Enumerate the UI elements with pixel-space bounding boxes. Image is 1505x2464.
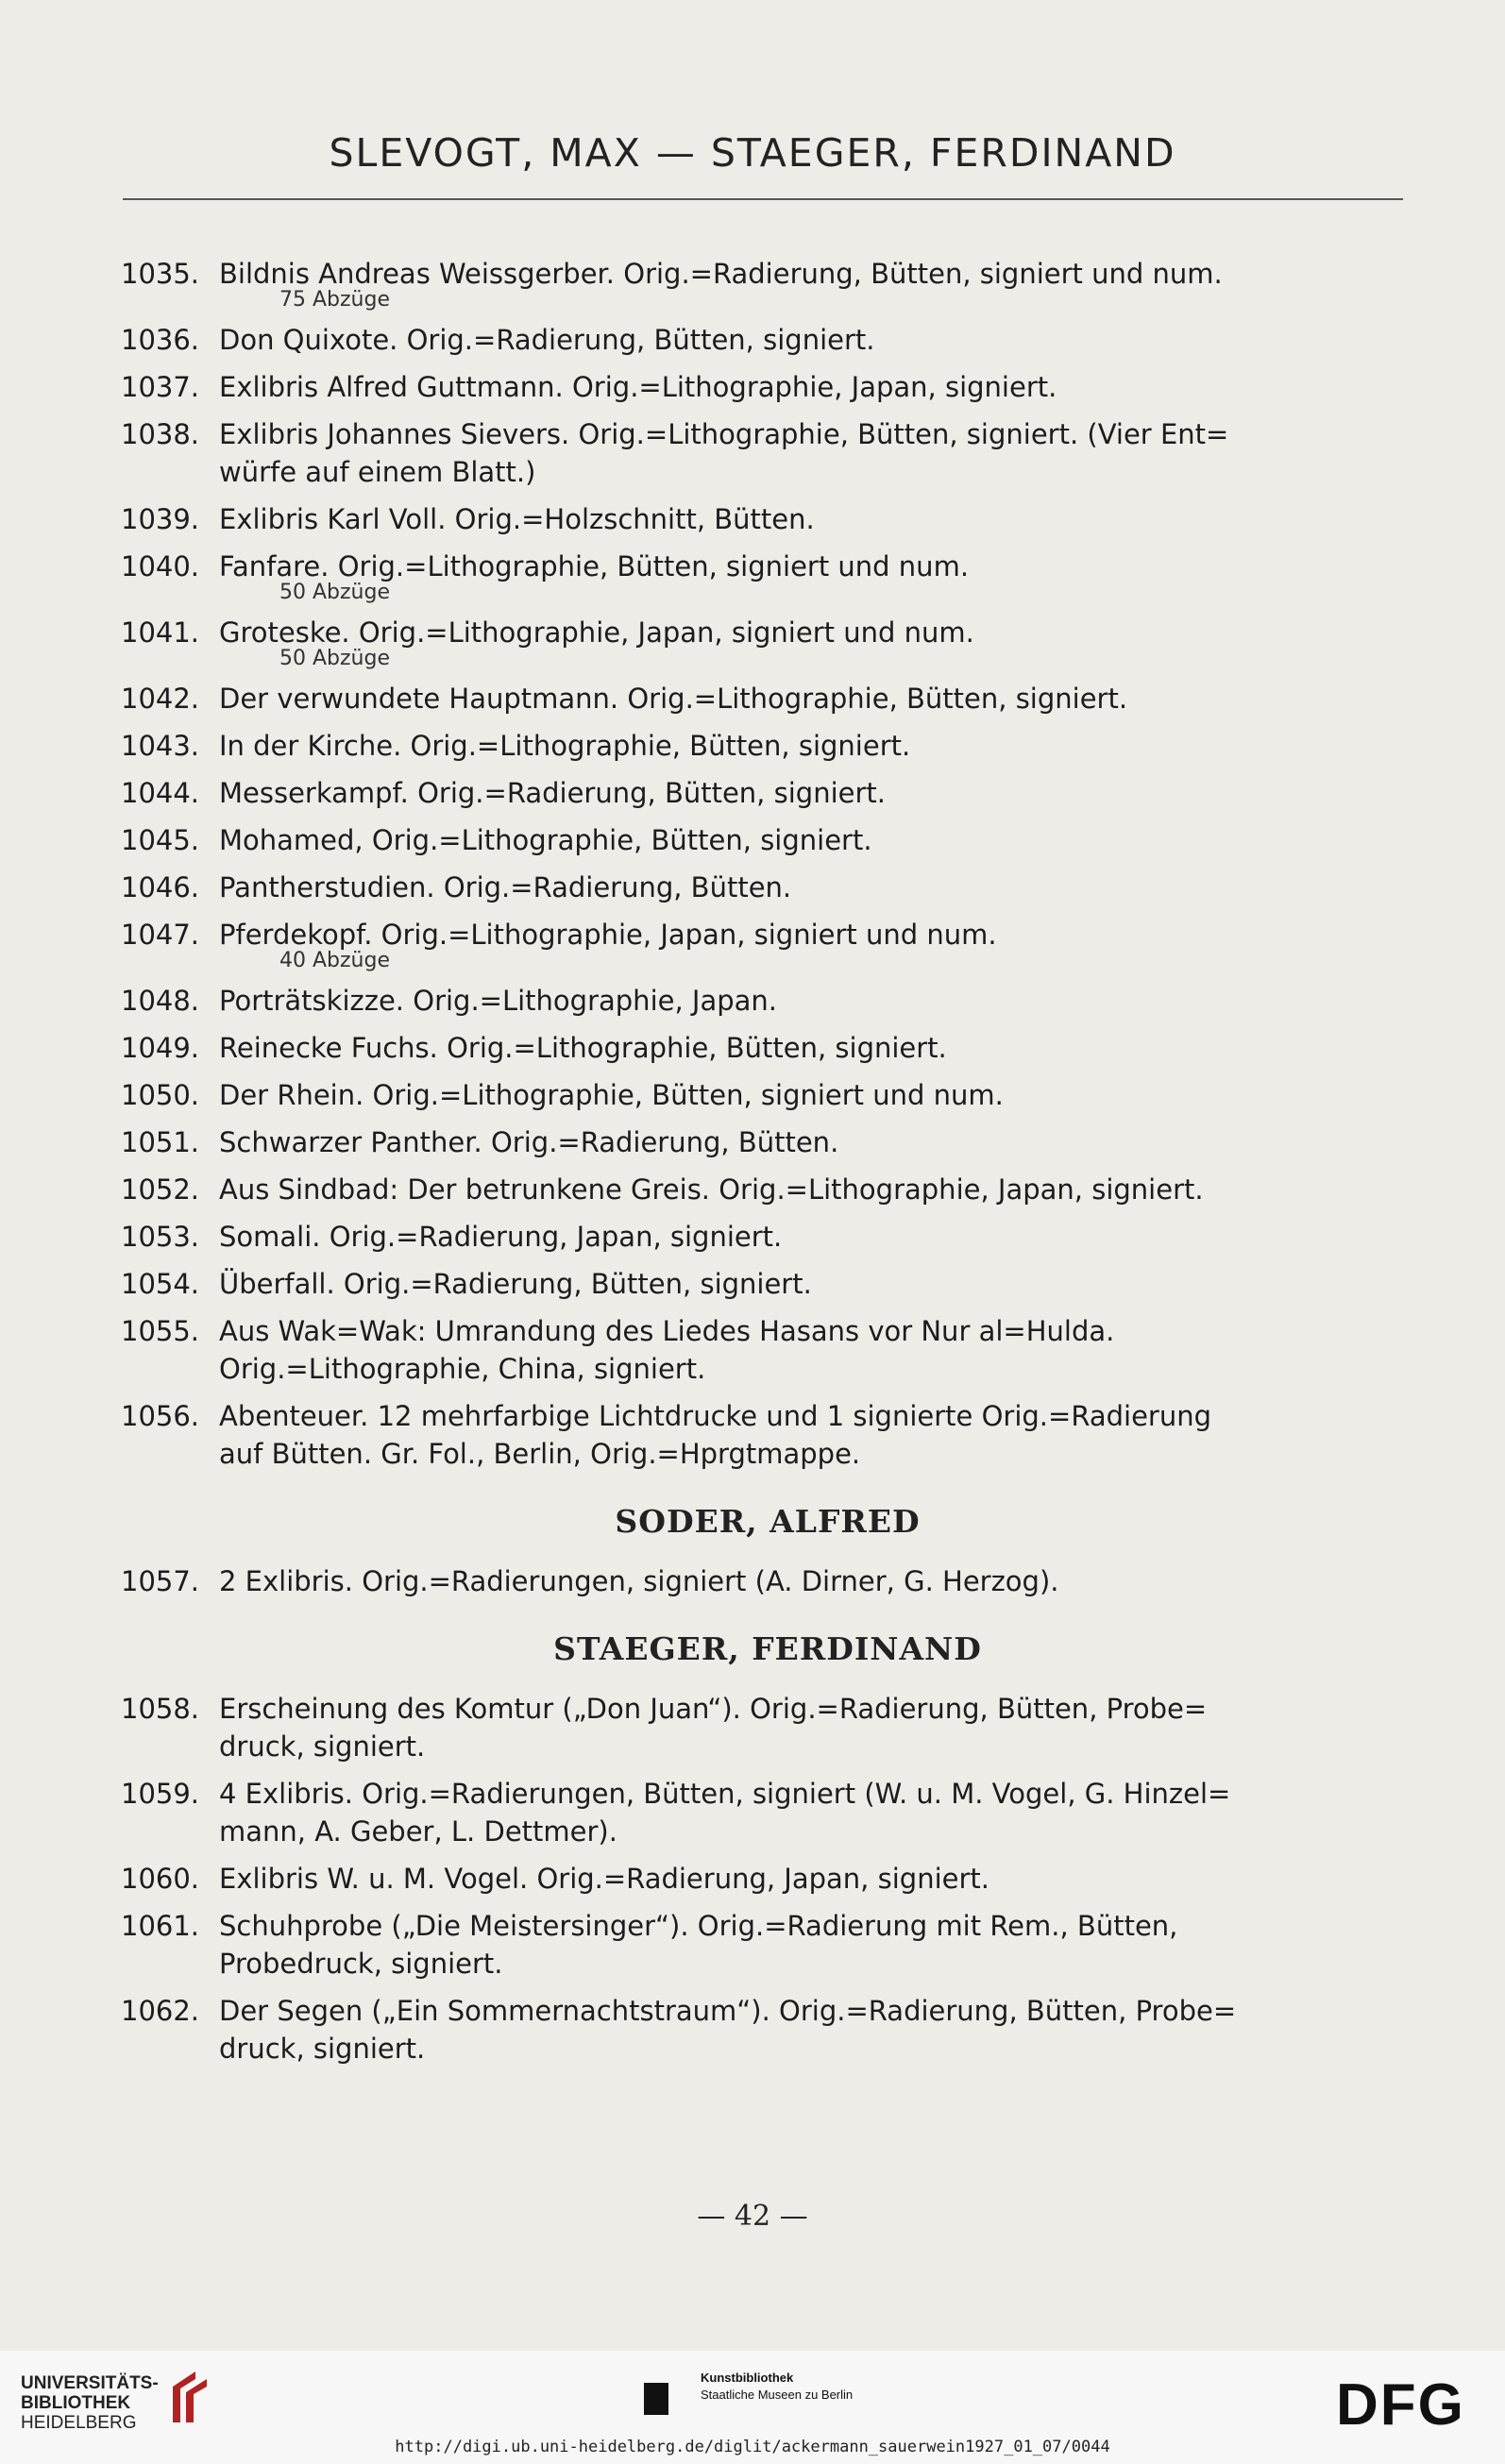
catalogue-entry xyxy=(121,1312,1414,1388)
entry-description: Überfall. Orig.=Radierung, Bütten, signiert. xyxy=(219,1268,812,1300)
ub-logo-line-2: BIBLIOTHEK xyxy=(21,2393,131,2413)
entry-description: Messerkampf. Orig.=Radierung, Bütten, signiert. xyxy=(219,777,886,809)
entry-description: 4 Exlibris. Orig.=Radierungen, Bütten, signiert (W. u. M. Vogel, G. Hinzel= mann, A. Geber, L. Dettmer). xyxy=(219,1778,1231,1848)
entry-number: 1054. xyxy=(121,1268,200,1300)
catalogue-entry xyxy=(121,1775,1414,1850)
entry-number: 1042. xyxy=(121,683,200,715)
source-url-link[interactable]: http://digi.ub.uni-heidelberg.de/diglit/ackermann_sauerwein1927_01_07/0044 xyxy=(395,2438,1110,2456)
entries-soder xyxy=(121,1562,1414,1600)
ub-heidelberg-logo[interactable] xyxy=(21,2373,159,2433)
header-rule xyxy=(123,198,1403,200)
catalogue-entry xyxy=(121,1076,1414,1114)
entry-number: 1046. xyxy=(121,871,200,903)
entries-container xyxy=(121,255,1414,2077)
entry-description: Pferdekopf. Orig.=Lithographie, Japan, signiert und num. xyxy=(219,919,997,951)
entry-description: Reinecke Fuchs. Orig.=Lithographie, Bütten, signiert. xyxy=(219,1032,947,1064)
entry-number: 1061. xyxy=(121,1910,200,1942)
catalogue-entry xyxy=(121,500,1414,538)
entry-description: Exlibris W. u. M. Vogel. Orig.=Radierung, Japan, signiert. xyxy=(219,1863,989,1895)
catalogue-entry xyxy=(121,869,1414,906)
entry-number: 1043. xyxy=(121,730,200,762)
entry-description: Aus Wak=Wak: Umrandung des Liedes Hasans vor Nur al=Hulda. Orig.=Lithographie, China, signiert. xyxy=(219,1315,1115,1385)
entry-number: 1037. xyxy=(121,371,200,403)
entry-description: Fanfare. Orig.=Lithographie, Bütten, signiert und num. xyxy=(219,550,970,582)
entry-description: Der Rhein. Orig.=Lithographie, Bütten, signiert und num. xyxy=(219,1079,1004,1111)
catalogue-entry xyxy=(121,368,1414,406)
entry-number: 1062. xyxy=(121,1995,200,2027)
entry-number: 1036. xyxy=(121,324,200,356)
entry-number: 1038. xyxy=(121,418,200,450)
catalogue-entry xyxy=(121,1123,1414,1161)
entry-number: 1056. xyxy=(121,1400,200,1432)
entry-number: 1047. xyxy=(121,919,200,951)
entry-number: 1049. xyxy=(121,1032,200,1064)
ub-logo-line-3: HEIDELBERG xyxy=(21,2413,137,2433)
catalogue-entry xyxy=(121,1690,1414,1765)
catalogue-entry xyxy=(121,1397,1414,1473)
catalogue-entry xyxy=(121,916,1414,972)
entry-edition: 75 Abzüge xyxy=(279,288,390,312)
catalogue-entry xyxy=(121,1992,1414,2067)
catalogue-entry xyxy=(121,1029,1414,1067)
catalogue-entry xyxy=(121,1171,1414,1208)
entry-description: Porträtskizze. Orig.=Lithographie, Japan. xyxy=(219,985,778,1017)
running-head: SLEVOGT, MAX — STAEGER, FERDINAND xyxy=(329,130,1176,176)
entries-staeger xyxy=(121,1690,1414,2067)
kunstbibliothek-subtitle: Staatliche Museen zu Berlin xyxy=(701,2388,854,2402)
ub-logo-mark-icon xyxy=(165,2368,212,2428)
entry-description: Bildnis Andreas Weissgerber. Orig.=Radierung, Bütten, signiert und num. xyxy=(219,258,1223,290)
entry-number: 1055. xyxy=(121,1315,200,1347)
entry-description: Schuhprobe („Die Meistersinger“). Orig.=Radierung mit Rem., Bütten, Probedruck, signiert. xyxy=(219,1910,1178,1980)
entry-edition: 50 Abzüge xyxy=(279,647,390,670)
section-title-soder: SODER, ALFRED xyxy=(615,1503,921,1540)
entry-edition: 40 Abzüge xyxy=(279,949,390,972)
entry-description: Exlibris Karl Voll. Orig.=Holzschnitt, Bütten. xyxy=(219,503,815,535)
catalogue-entry xyxy=(121,774,1414,812)
catalogue-entry xyxy=(121,321,1414,359)
ub-logo-line-1: UNIVERSITÄTS- xyxy=(21,2373,159,2393)
catalogue-entry xyxy=(121,821,1414,859)
entry-description: Der verwundete Hauptmann. Orig.=Lithographie, Bütten, signiert. xyxy=(219,683,1128,715)
dfg-logo[interactable]: DFG xyxy=(1336,2372,1465,2438)
entry-description: Der Segen („Ein Sommernachtstraum“). Orig.=Radierung, Bütten, Probe= druck, signiert. xyxy=(219,1995,1237,2065)
catalogue-entry xyxy=(121,1562,1414,1600)
entry-number: 1045. xyxy=(121,824,200,856)
entry-description: Erscheinung des Komtur („Don Juan“). Orig.=Radierung, Bütten, Probe= druck, signiert. xyxy=(219,1693,1208,1763)
entry-number: 1050. xyxy=(121,1079,200,1111)
entry-number: 1060. xyxy=(121,1863,200,1895)
entry-number: 1058. xyxy=(121,1693,200,1725)
catalogue-entry xyxy=(121,415,1414,491)
catalogue-entry xyxy=(121,727,1414,765)
entry-description: Mohamed, Orig.=Lithographie, Bütten, signiert. xyxy=(219,824,872,856)
catalogue-entry xyxy=(121,982,1414,1020)
entry-description: Schwarzer Panther. Orig.=Radierung, Bütten. xyxy=(219,1126,839,1158)
entry-description: Pantherstudien. Orig.=Radierung, Bütten. xyxy=(219,871,792,903)
catalogue-entry xyxy=(121,614,1414,670)
kunstbibliothek-name: Kunstbibliothek xyxy=(701,2371,794,2385)
entry-description: Aus Sindbad: Der betrunkene Greis. Orig.=Lithographie, Japan, signiert. xyxy=(219,1173,1204,1206)
entry-number: 1048. xyxy=(121,985,200,1017)
entry-number: 1053. xyxy=(121,1221,200,1253)
entry-description: Groteske. Orig.=Lithographie, Japan, signiert und num. xyxy=(219,616,974,649)
entry-number: 1035. xyxy=(121,258,200,290)
catalogue-entry xyxy=(121,680,1414,717)
section-title-staeger: STAEGER, FERDINAND xyxy=(553,1630,982,1667)
entry-number: 1041. xyxy=(121,616,200,649)
entry-edition: 50 Abzüge xyxy=(279,581,390,604)
entry-description: Abenteuer. 12 mehrfarbige Lichtdrucke und 1 signierte Orig.=Radierung auf Bütten. Gr. Fol., Berlin, Orig.=Hprgtmappe. xyxy=(219,1400,1212,1470)
entry-description: Don Quixote. Orig.=Radierung, Bütten, signiert. xyxy=(219,324,875,356)
catalogue-entry xyxy=(121,1907,1414,1983)
entries-slevogt xyxy=(121,255,1414,1473)
entry-number: 1044. xyxy=(121,777,200,809)
entry-number: 1039. xyxy=(121,503,200,535)
page-number: — 42 — xyxy=(697,2200,808,2233)
catalogue-entry xyxy=(121,1265,1414,1303)
entry-number: 1052. xyxy=(121,1173,200,1206)
entry-number: 1059. xyxy=(121,1778,200,1810)
entry-description: Exlibris Alfred Guttmann. Orig.=Lithographie, Japan, signiert. xyxy=(219,371,1057,403)
entry-description: Exlibris Johannes Sievers. Orig.=Lithographie, Bütten, signiert. (Vier Ent= würfe auf einem Blatt.) xyxy=(219,418,1229,488)
entry-number: 1040. xyxy=(121,550,200,582)
catalogue-entry xyxy=(121,1218,1414,1256)
catalogue-entry xyxy=(121,255,1414,312)
entry-number: 1057. xyxy=(121,1565,200,1597)
catalogue-entry xyxy=(121,548,1414,604)
entry-number: 1051. xyxy=(121,1126,200,1158)
entry-description: In der Kirche. Orig.=Lithographie, Bütten, signiert. xyxy=(219,730,911,762)
entry-description: 2 Exlibris. Orig.=Radierungen, signiert (A. Dirner, G. Herzog). xyxy=(219,1565,1059,1597)
catalogue-entry xyxy=(121,1860,1414,1898)
kunstbibliothek-mark-icon xyxy=(644,2383,668,2415)
entry-description: Somali. Orig.=Radierung, Japan, signiert. xyxy=(219,1221,783,1253)
